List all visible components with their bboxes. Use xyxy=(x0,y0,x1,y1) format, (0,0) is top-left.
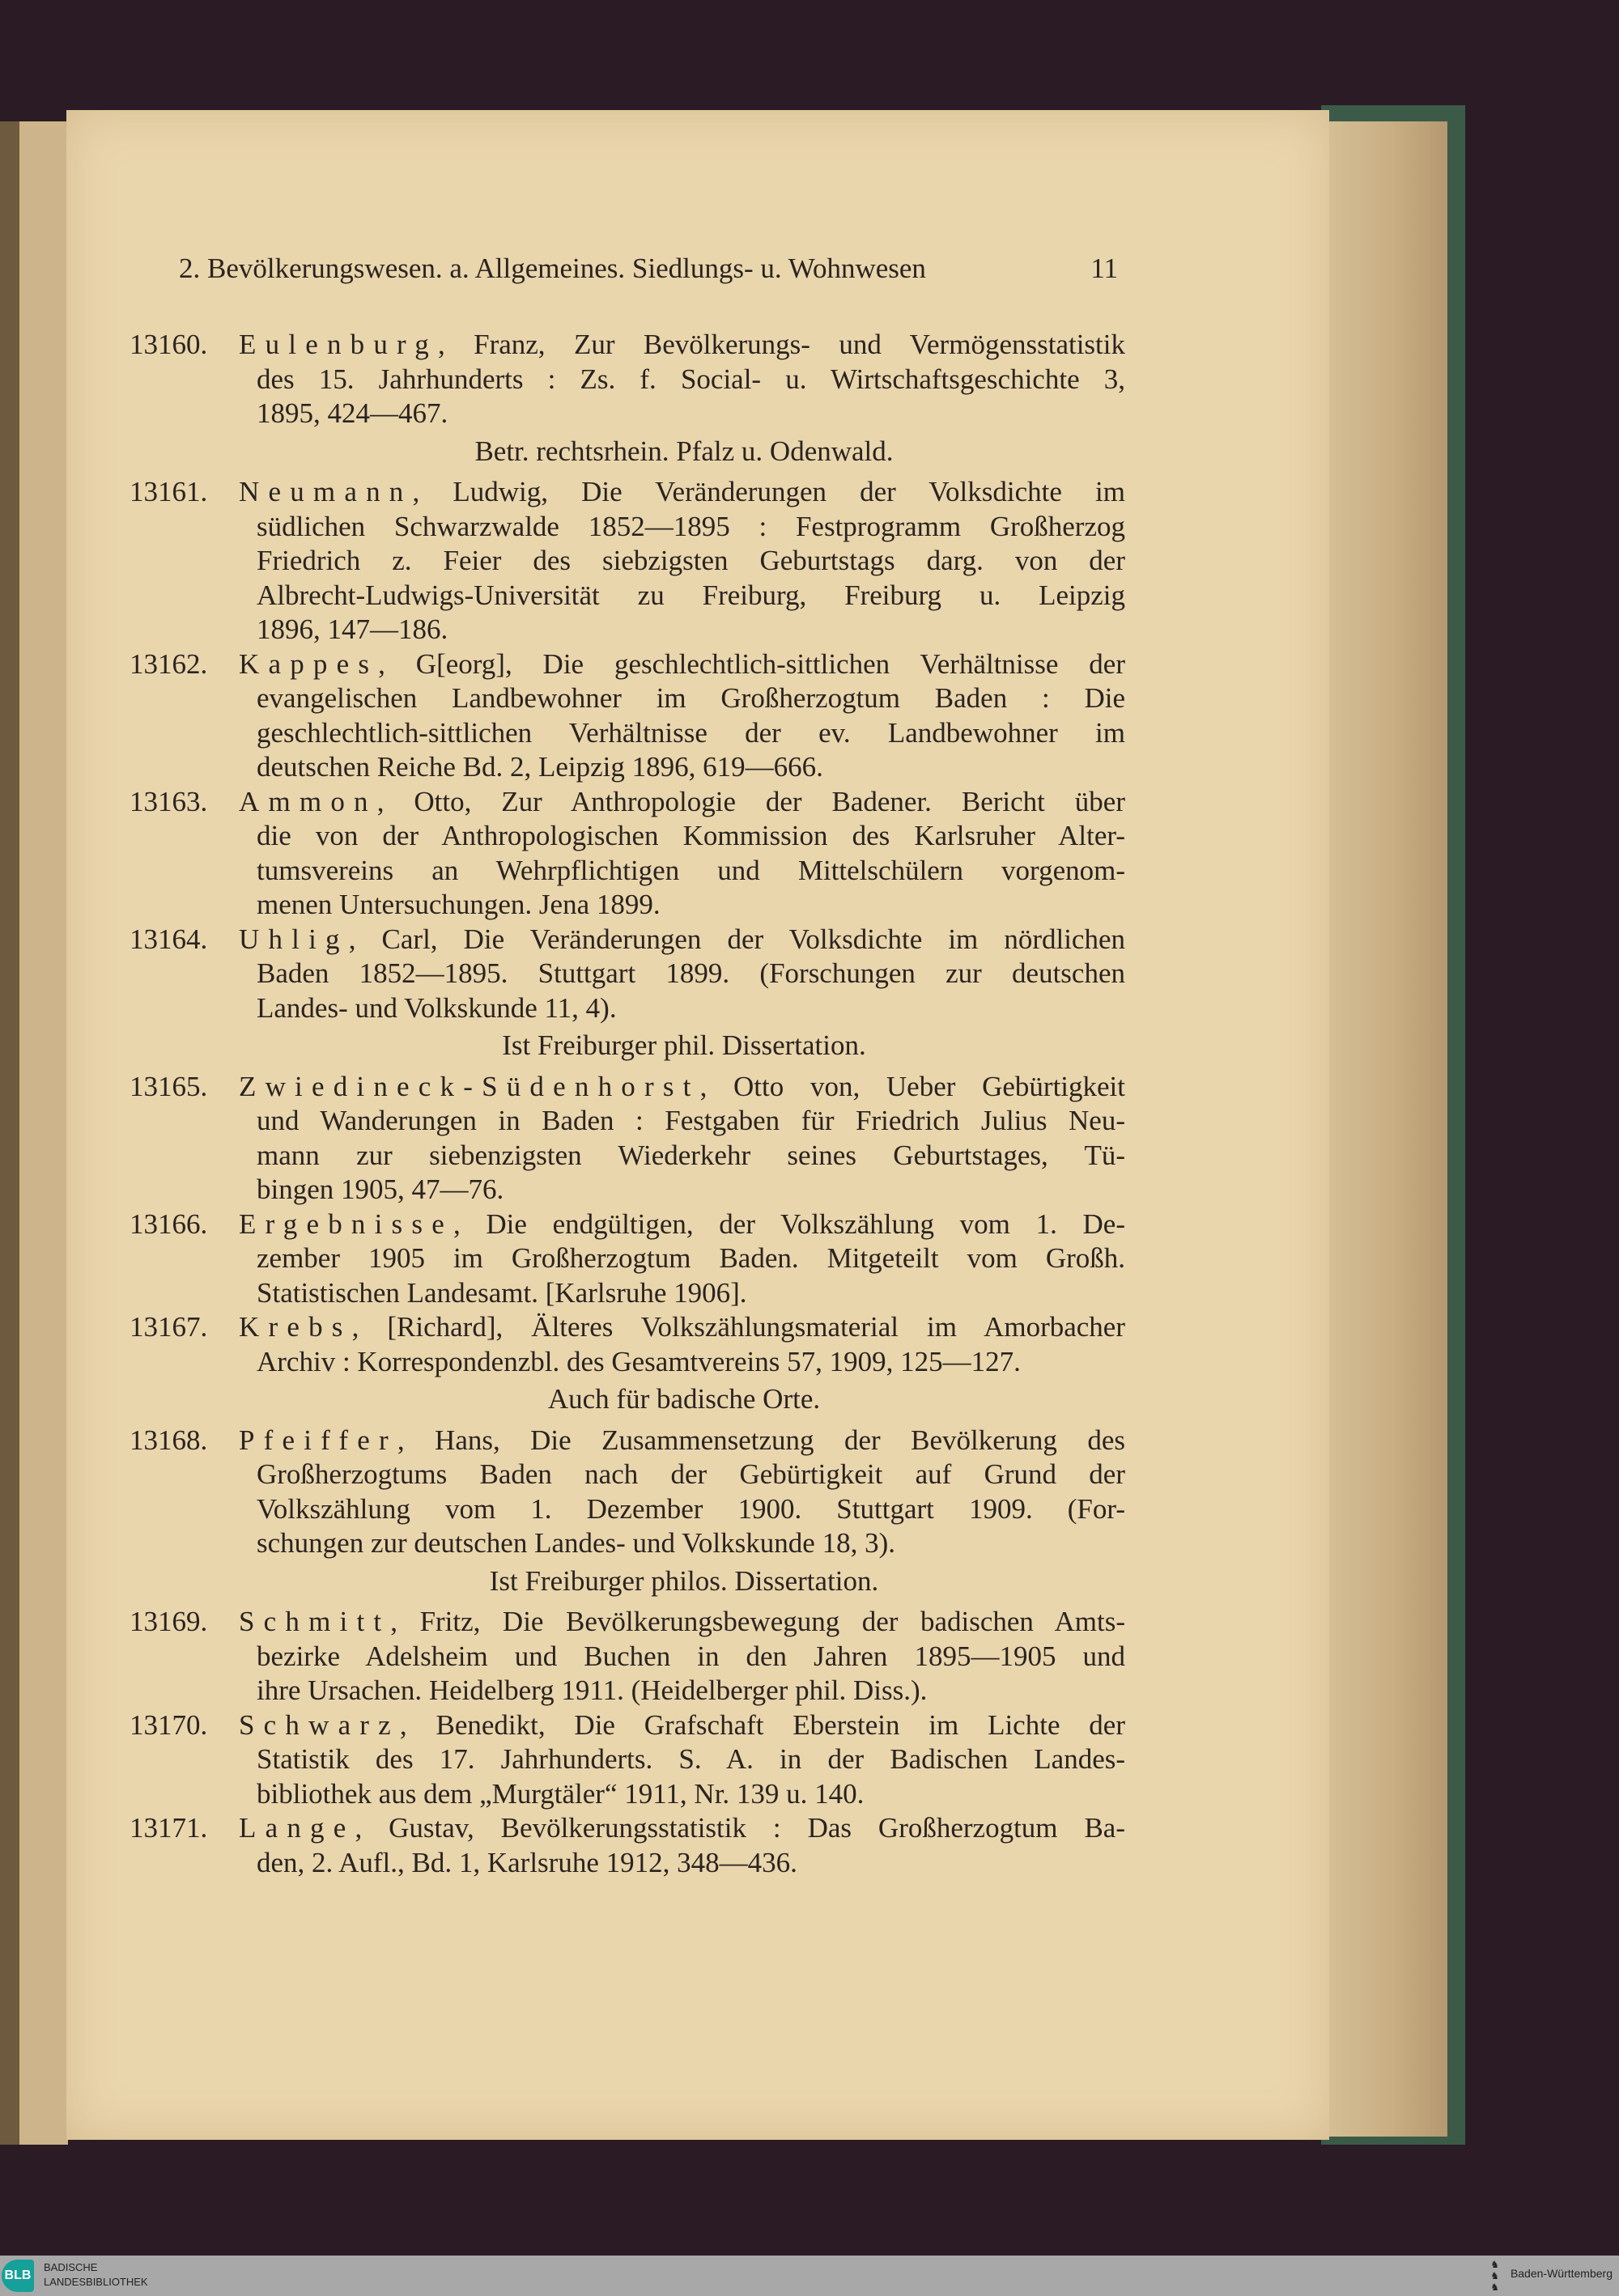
entry-text: , Franz, Zur Bevölkerungs- und Vermögensstatistik xyxy=(437,329,1125,360)
entry-author: Neumann xyxy=(239,476,413,507)
bibliography-entry xyxy=(130,1811,1125,1880)
bibliography-entry xyxy=(130,785,1125,923)
entry-author: Krebs xyxy=(239,1311,352,1343)
entry-line: 1895, 424—467. xyxy=(257,397,448,429)
entry-line xyxy=(239,1207,1125,1242)
bibliography-entry xyxy=(130,1207,1125,1311)
entry-author: Zwiedineck-Südenhorst xyxy=(239,1070,700,1102)
entry-number: 13168. xyxy=(130,1424,208,1456)
entry-text: , Gustav, Bevölkerungsstatistik : Das Großherzogtum Ba- xyxy=(355,1812,1125,1844)
entry-number: 13166. xyxy=(130,1207,208,1240)
bibliography-entry xyxy=(130,1310,1125,1379)
bibliography-entry xyxy=(130,1605,1125,1708)
entry-line: deutschen Reiche Bd. 2, Leipzig 1896, 619—666. xyxy=(257,751,823,783)
entry-line: Statistik des 17. Jahrhunderts. S. A. in der Badischen Landes- xyxy=(257,1743,1125,1775)
entry-line xyxy=(239,328,1125,363)
library-line-1: BADISCHE xyxy=(44,2261,98,2273)
entry-note: Auch für badische Orte. xyxy=(547,1383,821,1415)
entry-line: mann zur siebenzigsten Wiederkehr seines Geburtstages, Tü- xyxy=(257,1139,1125,1171)
running-title: 2. Bevölkerungswesen. a. Allgemeines. Siedlungs- u. Wohnwesen xyxy=(179,253,926,284)
entry-line: den, 2. Aufl., Bd. 1, Karlsruhe 1912, 348—436. xyxy=(257,1846,797,1878)
entry-line xyxy=(239,1708,1125,1743)
entry-line: Archiv : Korrespondenzbl. des Gesamtvereins 57, 1909, 125—127. xyxy=(257,1345,1021,1377)
entry-line xyxy=(239,923,1125,957)
entry-number: 13167. xyxy=(130,1311,208,1343)
entry-number: 13160. xyxy=(130,329,208,360)
lion-emblem-icon: ♞ ♞ ♞ xyxy=(1490,2259,1499,2293)
state-label[interactable]: Baden-Württemberg xyxy=(1510,2267,1613,2280)
entry-author: Pfeiffer xyxy=(239,1424,397,1456)
entry-number: 13163. xyxy=(130,785,208,817)
entry-author: Ergebnisse xyxy=(239,1207,453,1240)
entry-line: bibliothek aus dem „Murgtäler“ 1911, Nr. 139 u. 140. xyxy=(257,1777,865,1810)
entry-line: Statistischen Landesamt. [Karlsruhe 1906]. xyxy=(257,1276,747,1309)
entry-line: menen Untersuchungen. Jena 1899. xyxy=(257,889,661,920)
entry-line: ihre Ursachen. Heidelberg 1911. (Heidelberger phil. Diss.). xyxy=(257,1674,928,1706)
entry-line: Volkszählung vom 1. Dezember 1900. Stuttgart 1909. (For- xyxy=(257,1492,1125,1525)
entry-line xyxy=(239,1310,1125,1345)
entry-line xyxy=(239,1605,1125,1640)
bibliography-entry xyxy=(130,1070,1125,1207)
entry-line xyxy=(239,785,1125,820)
entry-author: Uhlig xyxy=(239,923,349,955)
entry-text: , Hans, Die Zusammensetzung der Bevölkerung des xyxy=(397,1424,1125,1456)
entry-number: 13169. xyxy=(130,1606,208,1637)
entry-text: , Otto, Zur Anthropologie der Badener. Bericht über xyxy=(376,785,1125,817)
entry-author: Kappes xyxy=(239,647,379,680)
entry-number: 13170. xyxy=(130,1708,208,1741)
entry-note: Betr. rechtsrhein. Pfalz u. Odenwald. xyxy=(474,435,894,467)
entry-text: , [Richard], Älteres Volkszählungsmaterial im Amorbacher xyxy=(351,1311,1125,1343)
entry-author: Schmitt xyxy=(239,1606,391,1637)
entry-number: 13171. xyxy=(130,1812,208,1844)
bibliography-entry xyxy=(130,328,1125,431)
entry-text: , Otto von, Ueber Gebürtigkeit xyxy=(699,1070,1125,1102)
entry-line xyxy=(239,1070,1125,1105)
entry-line: bingen 1905, 47—76. xyxy=(257,1173,504,1205)
bibliography-entry xyxy=(130,923,1125,1026)
entry-line: und Wanderungen in Baden : Festgaben für Friedrich Julius Neu- xyxy=(257,1105,1125,1136)
entry-line xyxy=(239,647,1125,682)
bibliography-entries xyxy=(130,328,1125,1880)
left-page-margin xyxy=(19,121,68,2145)
blb-logo[interactable]: BLB xyxy=(2,2260,34,2292)
entry-author: Lange xyxy=(239,1812,355,1844)
page-number: 11 xyxy=(1090,253,1118,284)
entry-line: die von der Anthropologischen Kommission des Karlsruher Alter- xyxy=(257,820,1125,851)
entry-line: Friedrich z. Feier des siebzigsten Geburtstags darg. von der xyxy=(257,545,1125,576)
entry-author: Ammon xyxy=(239,785,377,817)
page-stack-edge xyxy=(1311,121,1447,2137)
library-name[interactable] xyxy=(44,2260,148,2290)
entry-text: , Benedikt, Die Grafschaft Eberstein im Lichte der xyxy=(399,1708,1125,1741)
running-header xyxy=(179,253,1118,285)
entry-author: Eulenburg xyxy=(239,329,438,360)
entry-text: , Fritz, Die Bevölkerungsbewegung der badischen Amts- xyxy=(390,1606,1125,1637)
entry-line: Landes- und Volkskunde 11, 4). xyxy=(257,991,617,1024)
entry-text: , Carl, Die Veränderungen der Volksdichte im nördlichen xyxy=(348,923,1125,955)
bibliography-entry xyxy=(130,647,1125,785)
entry-line: schungen zur deutschen Landes- und Volkskunde 18, 3). xyxy=(257,1527,895,1559)
entry-line: bezirke Adelsheim und Buchen in den Jahren 1895—1905 und xyxy=(257,1640,1125,1672)
entry-line: Großherzogtums Baden nach der Gebürtigkeit auf Grund der xyxy=(257,1458,1125,1490)
entry-note: Ist Freiburger philos. Dissertation. xyxy=(489,1564,879,1597)
entry-number: 13164. xyxy=(130,923,208,955)
entry-line: südlichen Schwarzwalde 1852—1895 : Festprogramm Großherzog xyxy=(257,510,1125,542)
bibliography-entry xyxy=(130,1424,1125,1561)
entry-line: 1896, 147—186. xyxy=(257,613,448,645)
entry-line: Albrecht-Ludwigs-Universität zu Freiburg, Freiburg u. Leipzig xyxy=(257,579,1125,611)
entry-line: evangelischen Landbewohner im Großherzogtum Baden : Die xyxy=(257,682,1125,714)
left-page-edge xyxy=(0,121,19,2145)
entry-author: Schwarz xyxy=(239,1708,400,1741)
entry-line: Baden 1852—1895. Stuttgart 1899. (Forschungen zur deutschen xyxy=(257,957,1125,989)
bibliography-entry xyxy=(130,1708,1125,1812)
library-line-2: LANDESBIBLIOTHEK xyxy=(44,2276,148,2288)
entry-number: 13161. xyxy=(130,476,208,507)
entry-line: zember 1905 im Großherzogtum Baden. Mitgeteilt vom Großh. xyxy=(257,1242,1125,1274)
entry-line xyxy=(239,1424,1125,1458)
entry-line xyxy=(239,1811,1125,1846)
footer-bar xyxy=(0,2256,1619,2296)
entry-number: 13165. xyxy=(130,1070,208,1102)
entry-line: des 15. Jahrhunderts : Zs. f. Social- u. Wirtschaftsgeschichte 3, xyxy=(257,363,1125,395)
entry-text: , Die endgültigen, der Volkszählung vom 1. De- xyxy=(453,1207,1125,1240)
entry-line xyxy=(239,475,1125,510)
entry-note: Ist Freiburger phil. Dissertation. xyxy=(502,1029,866,1061)
entry-line: tumsvereins an Wehrpflichtigen und Mittelschülern vorgenom- xyxy=(257,854,1125,886)
bibliography-entry xyxy=(130,475,1125,647)
entry-text: , G[eorg], Die geschlechtlich-sittlichen Verhältnisse der xyxy=(378,647,1125,680)
entry-number: 13162. xyxy=(130,647,208,680)
entry-line: geschlechtlich-sittlichen Verhältnisse der ev. Landbewohner im xyxy=(257,716,1125,749)
entry-text: , Ludwig, Die Veränderungen der Volksdichte im xyxy=(412,476,1125,507)
